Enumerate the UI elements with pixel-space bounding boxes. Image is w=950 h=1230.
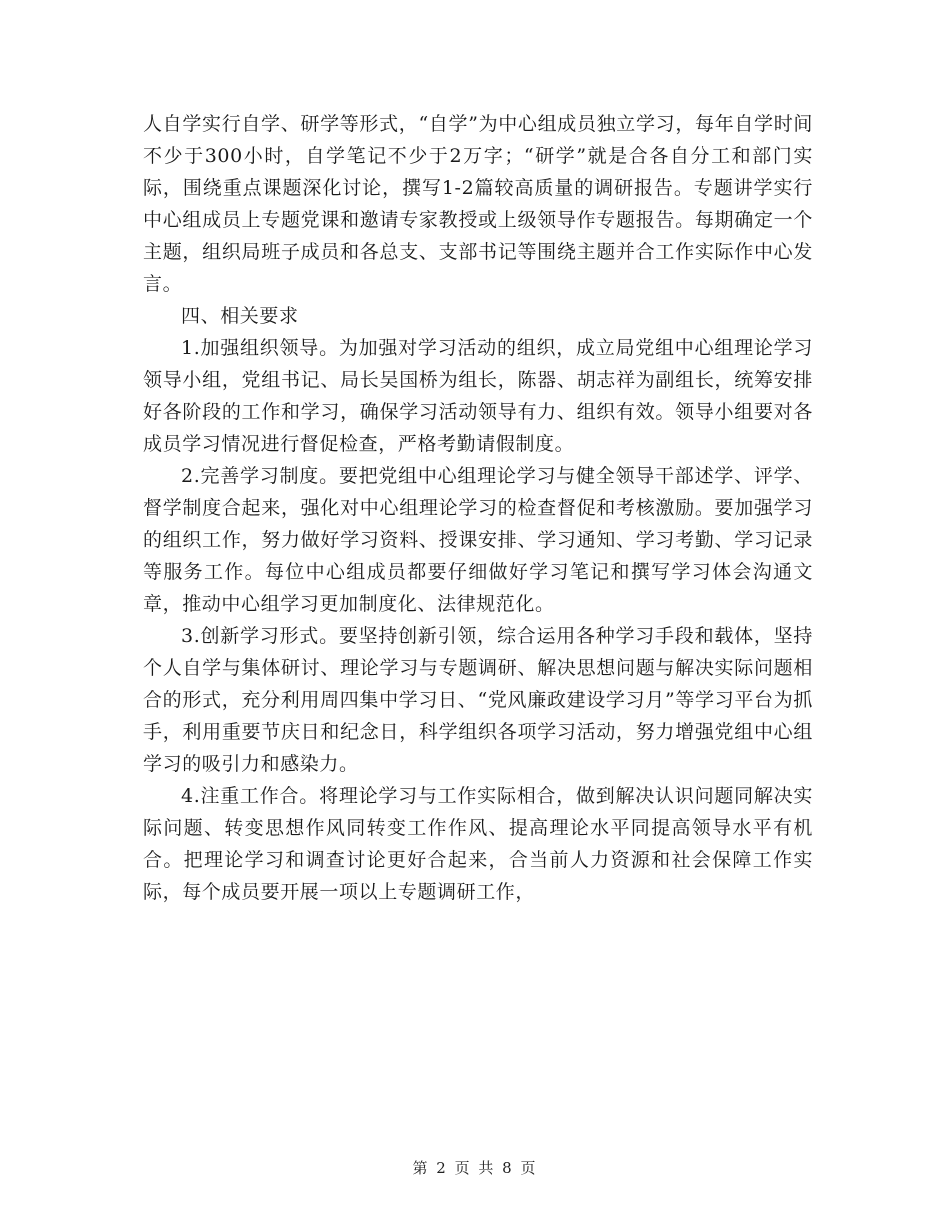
paragraph-work-integration: 4.注重工作合。将理论学习与工作实际相合，做到解决认识问题同解决实际问题、转变思想作风同转变工作作风、提高理论水平同提高领导水平有机合。把理论学习和调查讨论更好合起来，合当前人力资源和社会保障工作实际，每个成员要开展一项以上专题调研工作， — [143, 785, 813, 903]
document-body — [143, 108, 813, 908]
paragraph-study-system: 2.完善学习制度。要把党组中心组理论学习与健全领导干部述学、评学、督学制度合起来，强化对中心组理论学习的检查督促和考核激励。要加强学习的组织工作，努力做好学习资料、授课安排、学习通知、学习考勤、学习记录等服务工作。每位中心组成员都要仔细做好学习笔记和撰写学习体会沟通文章，推动中心组学习更加制度化、法律规范化。 — [143, 465, 813, 615]
paragraph-organization-leadership: 1.加强组织领导。为加强对学习活动的组织，成立局党组中心组理论学习领导小组，党组书记、局长吴国桥为组长，陈器、胡志祥为副组长，统筹安排好各阶段的工作和学习，确保学习活动领导有力、组织有效。领导小组要对各成员学习情况进行督促检查，严格考勤请假制度。 — [143, 337, 813, 455]
paragraph-self-study: 人自学实行自学、研学等形式，“自学”为中心组成员独立学习，每年自学时间不少于300小时，自学笔记不少于2万字；“研学”就是合各自分工和部门实际，围绕重点课题深化讨论，撰写1-2篇较高质量的调研报告。专题讲学实行中心组成员上专题党课和邀请专家教授或上级领导作专题报告。每期确定一个主题，组织局班子成员和各总支、支部书记等围绕主题并合工作实际作中心发言。 — [143, 113, 813, 295]
paragraph-study-form: 3.创新学习形式。要坚持创新引领，综合运用各种学习手段和载体，坚持个人自学与集体研讨、理论学习与专题调研、解决思想问题与解决实际问题相合的形式，充分利用周四集中学习日、“党风廉政建设学习月”等学习平台为抓手，利用重要节庆日和纪念日，科学组织各项学习活动，努力增强党组中心组学习的吸引力和感染力。 — [143, 625, 813, 775]
page-number-footer: 第 2 页 共 8 页 — [412, 1159, 538, 1177]
section-heading-requirements: 四、相关要求 — [181, 305, 299, 327]
